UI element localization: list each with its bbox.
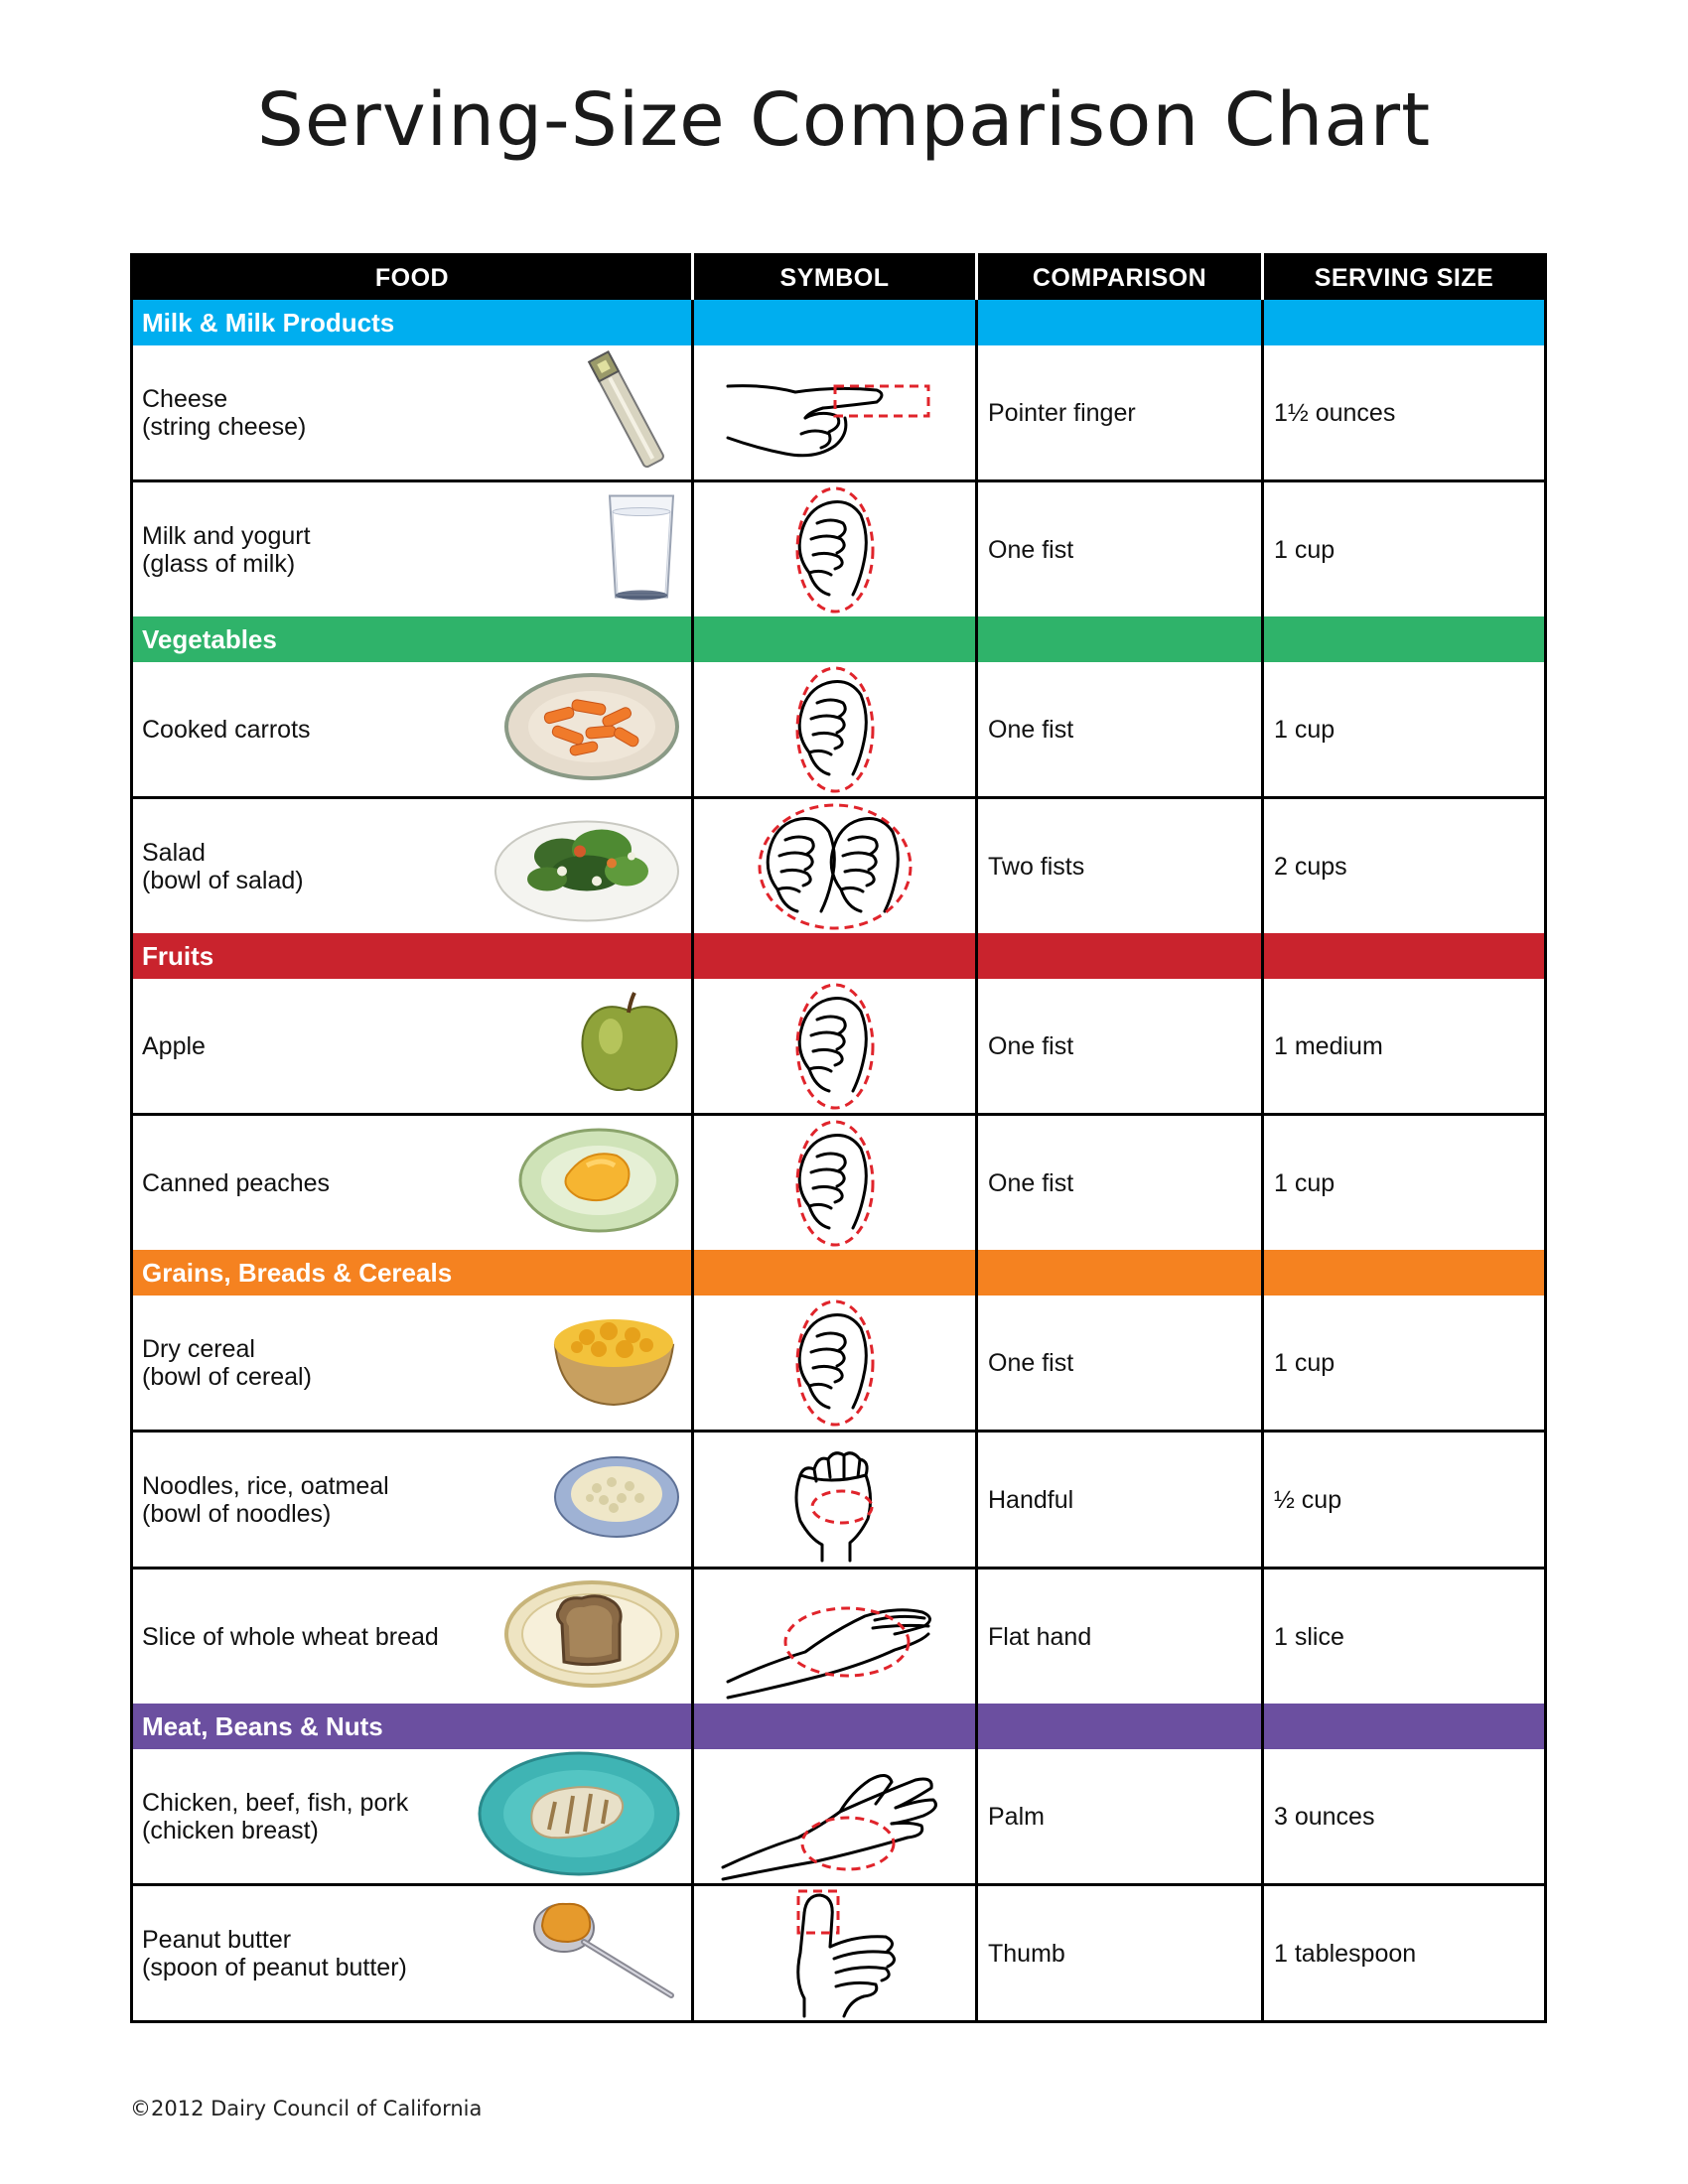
food-name: Slice of whole wheat bread bbox=[142, 1622, 439, 1651]
food-name: Apple bbox=[142, 1031, 206, 1060]
comparison-cell: Palm bbox=[977, 1749, 1263, 1885]
category-spacer bbox=[693, 1250, 977, 1296]
food-detail: (string cheese) bbox=[142, 412, 307, 441]
handful-icon bbox=[694, 1435, 975, 1565]
symbol-cell bbox=[693, 1749, 977, 1885]
category-spacer bbox=[693, 300, 977, 345]
fist-icon bbox=[694, 1119, 975, 1248]
cereal-bowl-image bbox=[547, 1305, 681, 1421]
symbol-cell bbox=[693, 481, 977, 617]
table-row bbox=[132, 481, 1546, 617]
food-cell bbox=[132, 481, 693, 617]
food-detail: (glass of milk) bbox=[142, 549, 296, 578]
symbol-cell bbox=[693, 798, 977, 934]
category-spacer bbox=[1263, 616, 1546, 662]
table-row bbox=[132, 798, 1546, 934]
serving-size-cell: 1½ ounces bbox=[1263, 345, 1546, 481]
category-spacer bbox=[977, 933, 1263, 979]
food-cell bbox=[132, 1296, 693, 1432]
noodles-bowl-image bbox=[552, 1452, 681, 1548]
comparison-cell: Pointer finger bbox=[977, 345, 1263, 481]
chicken-plate-image bbox=[478, 1750, 681, 1883]
food-text bbox=[142, 385, 480, 441]
two-fists-icon bbox=[694, 802, 975, 931]
page-title: Serving-Size Comparison Chart bbox=[256, 77, 1432, 163]
comparison-cell: Handful bbox=[977, 1432, 1263, 1569]
symbol-cell bbox=[693, 1885, 977, 2022]
table-row bbox=[132, 662, 1546, 798]
serving-size-cell: 1 tablespoon bbox=[1263, 1885, 1546, 2022]
palm-icon bbox=[694, 1752, 975, 1881]
serving-size-table bbox=[130, 253, 1547, 2023]
food-cell bbox=[132, 662, 693, 798]
food-text bbox=[142, 1472, 480, 1528]
comparison-cell: One fist bbox=[977, 1115, 1263, 1251]
carrots-plate-image bbox=[502, 672, 681, 787]
header-comparison: COMPARISON bbox=[977, 255, 1263, 301]
serving-size-cell: 1 cup bbox=[1263, 481, 1546, 617]
food-name: Milk and yogurt bbox=[142, 521, 311, 550]
serving-size-cell: 1 medium bbox=[1263, 979, 1546, 1115]
comparison-cell: Two fists bbox=[977, 798, 1263, 934]
food-text bbox=[142, 1169, 480, 1197]
food-name: Canned peaches bbox=[142, 1168, 331, 1197]
table-header-row bbox=[132, 255, 1546, 301]
peanut-butter-spoon-image bbox=[522, 1896, 681, 2011]
category-row bbox=[132, 300, 1546, 345]
category-spacer bbox=[1263, 300, 1546, 345]
symbol-cell bbox=[693, 979, 977, 1115]
category-spacer bbox=[977, 1704, 1263, 1749]
symbol-cell bbox=[693, 1115, 977, 1251]
food-name: Cheese bbox=[142, 384, 228, 413]
symbol-cell bbox=[693, 345, 977, 481]
food-name: Salad bbox=[142, 838, 206, 867]
fist-icon bbox=[694, 982, 975, 1111]
food-detail: (chicken breast) bbox=[142, 1816, 319, 1844]
category-label: Fruits bbox=[142, 940, 214, 971]
pointer-finger-icon bbox=[694, 348, 975, 478]
food-cell bbox=[132, 979, 693, 1115]
comparison-cell: One fist bbox=[977, 1296, 1263, 1432]
header-food: FOOD bbox=[132, 255, 693, 301]
category-spacer bbox=[977, 1250, 1263, 1296]
table-body bbox=[132, 300, 1546, 2022]
symbol-cell bbox=[693, 1569, 977, 1705]
glass-of-milk-image bbox=[602, 489, 681, 610]
food-name: Dry cereal bbox=[142, 1334, 255, 1363]
category-spacer bbox=[977, 616, 1263, 662]
food-text bbox=[142, 839, 480, 894]
category-label: Grains, Breads & Cereals bbox=[142, 1257, 453, 1288]
food-cell bbox=[132, 1569, 693, 1705]
fist-icon bbox=[694, 485, 975, 614]
symbol-cell bbox=[693, 662, 977, 798]
peaches-plate-image bbox=[517, 1126, 681, 1241]
food-detail: (spoon of peanut butter) bbox=[142, 1953, 407, 1981]
table-row bbox=[132, 1296, 1546, 1432]
food-detail: (bowl of noodles) bbox=[142, 1499, 332, 1528]
food-cell bbox=[132, 1885, 693, 2022]
category-label: Vegetables bbox=[142, 623, 277, 654]
category-spacer bbox=[1263, 1250, 1546, 1296]
fist-icon bbox=[694, 665, 975, 794]
string-cheese-image bbox=[572, 347, 681, 478]
category-row bbox=[132, 1704, 1546, 1749]
serving-size-cell: 2 cups bbox=[1263, 798, 1546, 934]
table-row bbox=[132, 1885, 1546, 2022]
table-row bbox=[132, 1569, 1546, 1705]
copyright-footer: ©2012 Dairy Council of California bbox=[130, 2097, 483, 2120]
food-text bbox=[142, 1032, 480, 1060]
food-name: Noodles, rice, oatmeal bbox=[142, 1471, 389, 1500]
food-cell bbox=[132, 345, 693, 481]
salad-bowl-image bbox=[492, 801, 681, 931]
thumb-icon bbox=[694, 1889, 975, 2018]
apple-image bbox=[577, 989, 681, 1104]
food-text bbox=[142, 1335, 480, 1391]
serving-size-cell: 1 cup bbox=[1263, 1115, 1546, 1251]
table-row bbox=[132, 1432, 1546, 1569]
food-name: Cooked carrots bbox=[142, 715, 311, 744]
food-cell bbox=[132, 1432, 693, 1569]
food-cell bbox=[132, 1749, 693, 1885]
category-label: Meat, Beans & Nuts bbox=[142, 1710, 383, 1741]
serving-size-cell: ½ cup bbox=[1263, 1432, 1546, 1569]
comparison-cell: Flat hand bbox=[977, 1569, 1263, 1705]
food-cell bbox=[132, 798, 693, 934]
header-serving-size: SERVING SIZE bbox=[1263, 255, 1546, 301]
food-text bbox=[142, 1926, 480, 1981]
category-label: Milk & Milk Products bbox=[142, 307, 395, 338]
header-symbol: SYMBOL bbox=[693, 255, 977, 301]
category-spacer bbox=[977, 300, 1263, 345]
table-row bbox=[132, 1115, 1546, 1251]
serving-size-cell: 3 ounces bbox=[1263, 1749, 1546, 1885]
comparison-cell: One fist bbox=[977, 979, 1263, 1115]
category-row bbox=[132, 933, 1546, 979]
category-spacer bbox=[1263, 933, 1546, 979]
symbol-cell bbox=[693, 1432, 977, 1569]
category-row bbox=[132, 616, 1546, 662]
bread-plate-image bbox=[502, 1578, 681, 1696]
comparison-cell: One fist bbox=[977, 662, 1263, 798]
food-cell bbox=[132, 1115, 693, 1251]
food-text bbox=[142, 1789, 480, 1844]
serving-size-cell: 1 cup bbox=[1263, 662, 1546, 798]
table-row bbox=[132, 345, 1546, 481]
serving-size-cell: 1 slice bbox=[1263, 1569, 1546, 1705]
food-name: Chicken, beef, fish, pork bbox=[142, 1788, 409, 1817]
food-detail: (bowl of salad) bbox=[142, 866, 304, 894]
category-spacer bbox=[693, 1704, 977, 1749]
category-spacer bbox=[1263, 1704, 1546, 1749]
table-row bbox=[132, 979, 1546, 1115]
flat-hand-icon bbox=[694, 1572, 975, 1702]
food-text bbox=[142, 522, 480, 578]
comparison-cell: Thumb bbox=[977, 1885, 1263, 2022]
comparison-cell: One fist bbox=[977, 481, 1263, 617]
category-spacer bbox=[693, 933, 977, 979]
food-detail: (bowl of cereal) bbox=[142, 1362, 312, 1391]
fist-icon bbox=[694, 1298, 975, 1428]
symbol-cell bbox=[693, 1296, 977, 1432]
table-row bbox=[132, 1749, 1546, 1885]
serving-size-cell: 1 cup bbox=[1263, 1296, 1546, 1432]
category-row bbox=[132, 1250, 1546, 1296]
food-text bbox=[142, 716, 480, 744]
category-spacer bbox=[693, 616, 977, 662]
food-text bbox=[142, 1623, 480, 1651]
food-name: Peanut butter bbox=[142, 1925, 292, 1954]
